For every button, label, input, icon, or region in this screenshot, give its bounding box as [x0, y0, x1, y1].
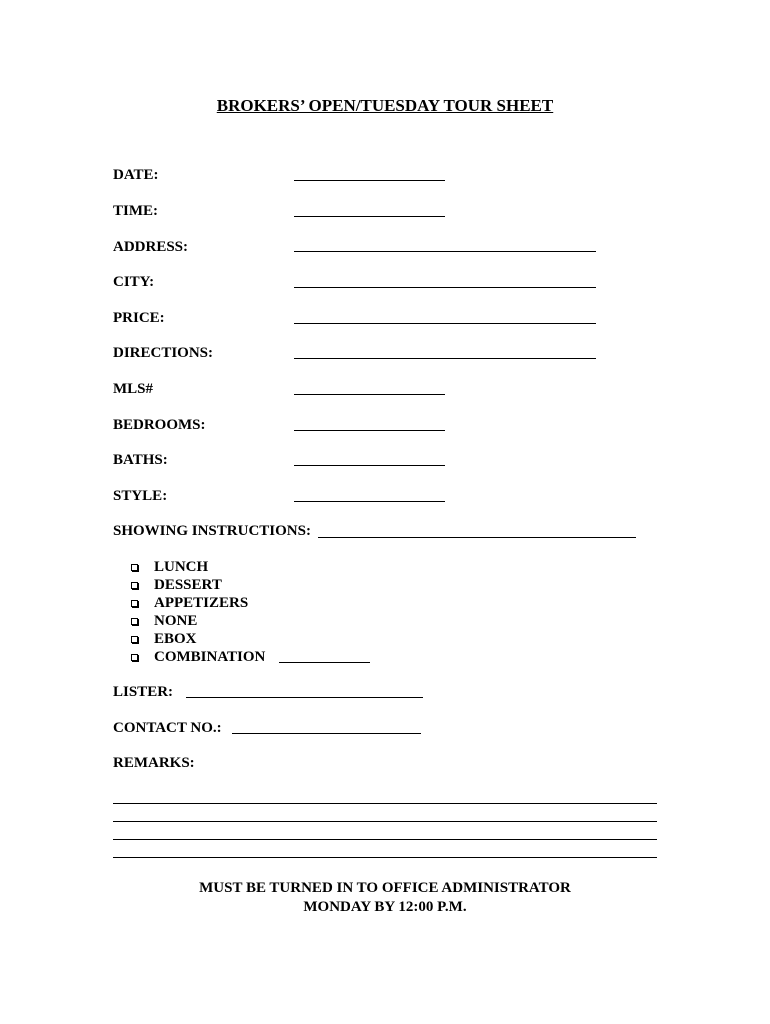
option-label: COMBINATION	[154, 649, 266, 665]
address-label: ADDRESS:	[113, 239, 189, 255]
option-none[interactable]	[131, 612, 265, 630]
city-field[interactable]	[294, 287, 596, 288]
contact-no-field[interactable]	[232, 733, 421, 734]
option-ebox[interactable]	[131, 630, 265, 648]
showing-instructions-label: SHOWING INSTRUCTIONS:	[113, 523, 311, 539]
directions-label: DIRECTIONS:	[113, 345, 214, 361]
mls-field[interactable]	[294, 394, 445, 395]
option-lunch[interactable]	[131, 558, 265, 576]
date-label: DATE:	[113, 167, 159, 183]
checkbox-icon[interactable]	[131, 582, 138, 589]
option-combination[interactable]	[131, 648, 265, 666]
option-appetizers[interactable]	[131, 594, 265, 612]
baths-label: BATHS:	[113, 452, 168, 468]
date-field[interactable]	[294, 180, 445, 181]
option-dessert[interactable]	[131, 576, 265, 594]
remarks-line[interactable]	[113, 821, 657, 822]
address-field[interactable]	[294, 251, 596, 252]
price-label: PRICE:	[113, 310, 165, 326]
remarks-line[interactable]	[113, 839, 657, 840]
bedrooms-label: BEDROOMS:	[113, 417, 206, 433]
time-field[interactable]	[294, 216, 445, 217]
footer-instruction: MUST BE TURNED IN TO OFFICE ADMINISTRATOR	[199, 880, 571, 896]
checkbox-icon[interactable]	[131, 600, 138, 607]
remarks-line[interactable]	[113, 803, 657, 804]
contact-no-label: CONTACT NO.:	[113, 720, 222, 736]
checkbox-icon[interactable]	[131, 618, 138, 625]
showing-options-list	[131, 558, 265, 666]
checkbox-icon[interactable]	[131, 654, 138, 661]
directions-field[interactable]	[294, 358, 596, 359]
checkbox-icon[interactable]	[131, 636, 138, 643]
bedrooms-field[interactable]	[294, 430, 445, 431]
option-label: APPETIZERS	[154, 595, 249, 611]
combination-field[interactable]	[279, 662, 370, 663]
city-label: CITY:	[113, 274, 155, 290]
footer-deadline: MONDAY BY 12:00 P.M.	[303, 899, 467, 915]
remarks-label: REMARKS:	[113, 755, 195, 771]
page-title: BROKERS’ OPEN/TUESDAY TOUR SHEET	[216, 96, 554, 115]
option-label: LUNCH	[154, 559, 209, 575]
option-label: DESSERT	[154, 577, 222, 593]
showing-instructions-field[interactable]	[318, 537, 636, 538]
style-label: STYLE:	[113, 488, 168, 504]
time-label: TIME:	[113, 203, 158, 219]
remarks-line[interactable]	[113, 857, 657, 858]
style-field[interactable]	[294, 501, 445, 502]
checkbox-icon[interactable]	[131, 564, 138, 571]
mls-label: MLS#	[113, 381, 154, 397]
price-field[interactable]	[294, 323, 596, 324]
baths-field[interactable]	[294, 465, 445, 466]
lister-label: LISTER:	[113, 684, 174, 700]
option-label: NONE	[154, 613, 198, 629]
lister-field[interactable]	[186, 697, 423, 698]
option-label: EBOX	[154, 631, 197, 647]
